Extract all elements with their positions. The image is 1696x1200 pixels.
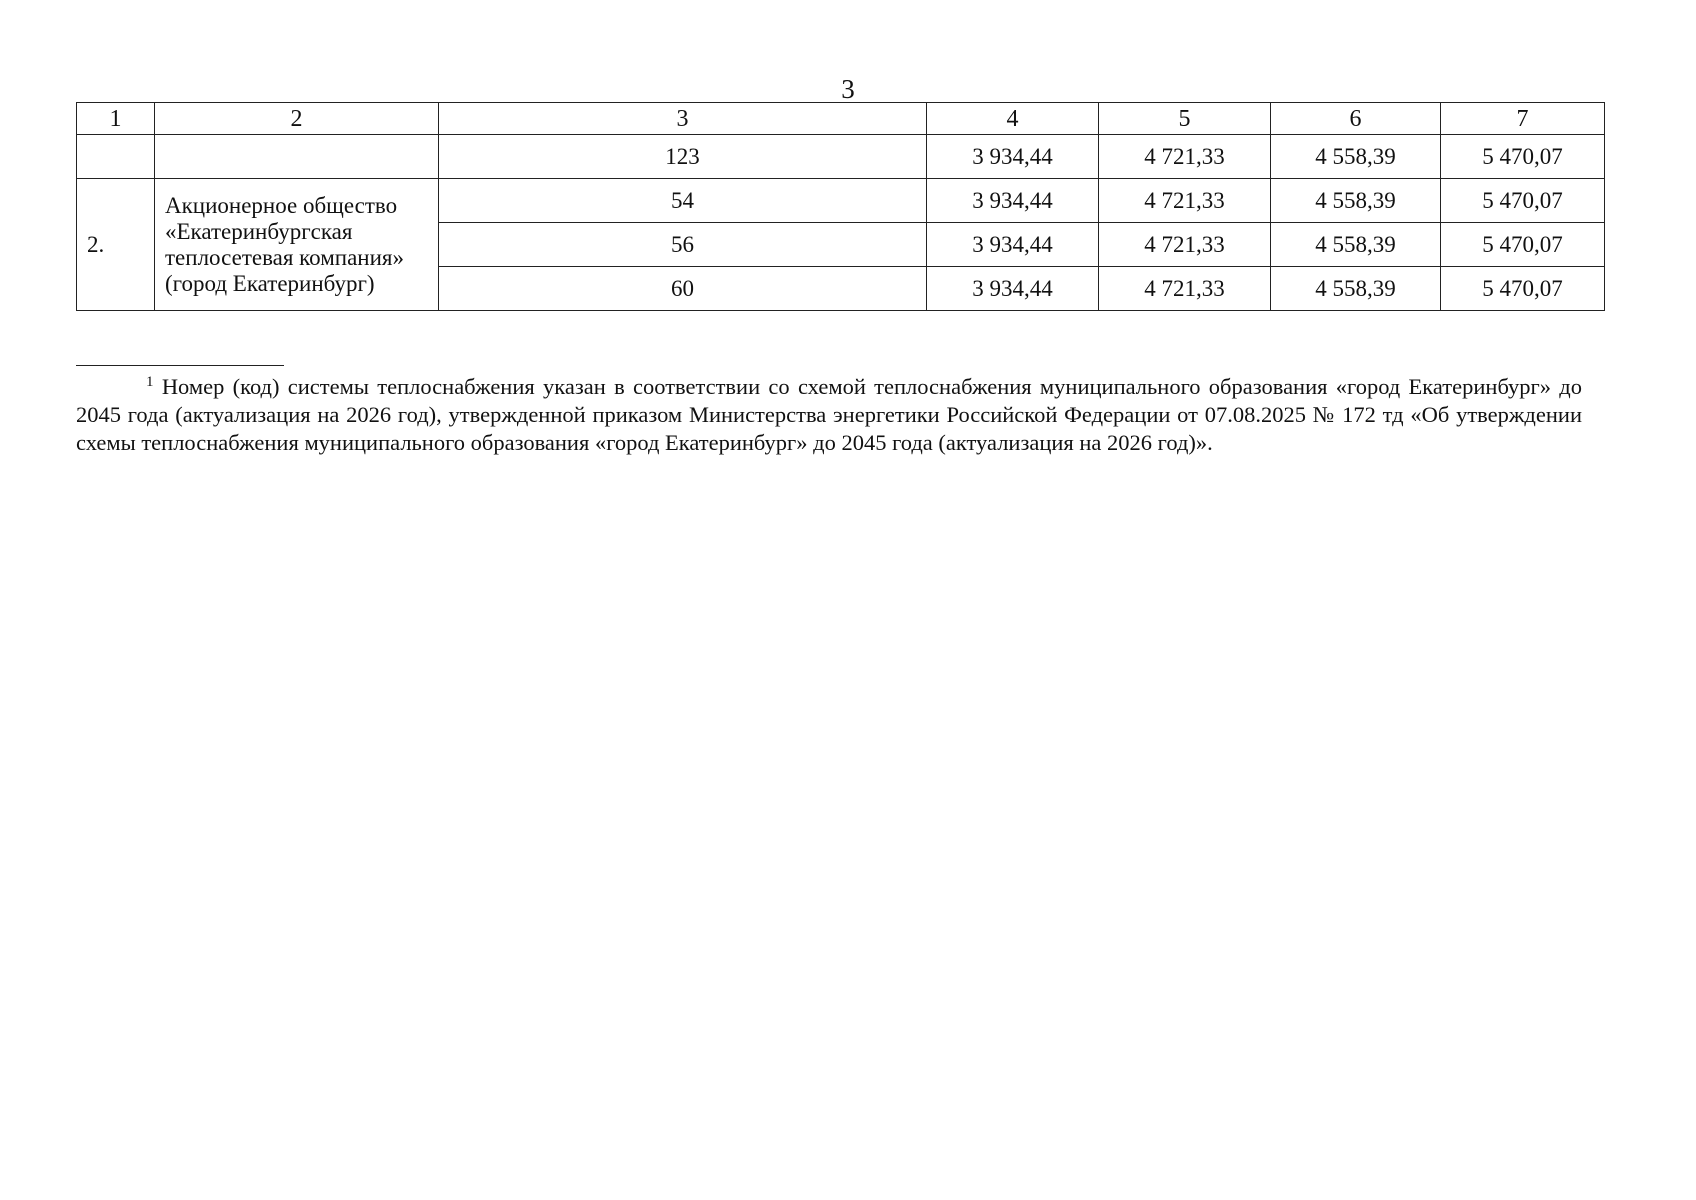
value-cell: 3 934,44 [927, 179, 1099, 223]
column-number: 4 [927, 103, 1099, 135]
value-cell: 4 558,39 [1271, 179, 1441, 223]
organization-name-line: (город Екатеринбург) [165, 270, 375, 296]
organization-name-line: «Екатеринбургская [165, 218, 353, 244]
table-row [77, 179, 1605, 223]
table-header-row [77, 103, 1605, 135]
value-cell: 4 721,33 [1099, 223, 1271, 267]
organization-cell [155, 135, 439, 179]
value-cell: 5 470,07 [1441, 135, 1605, 179]
page-number: 3 [841, 74, 855, 104]
value-cell: 3 934,44 [927, 135, 1099, 179]
organization-name-line: теплосетевая компания» [165, 244, 405, 270]
value-cell: 4 721,33 [1099, 267, 1271, 311]
value-cell: 5 470,07 [1441, 267, 1605, 311]
value-cell: 3 934,44 [927, 267, 1099, 311]
column-number: 5 [1099, 103, 1271, 135]
footnote-separator [76, 365, 284, 366]
value-cell: 5 470,07 [1441, 179, 1605, 223]
column-number: 6 [1271, 103, 1441, 135]
column-number: 7 [1441, 103, 1605, 135]
system-code-cell: 123 [439, 135, 927, 179]
value-cell: 4 558,39 [1271, 267, 1441, 311]
organization-name-line: Акционерное общество [165, 192, 398, 218]
column-number: 3 [439, 103, 927, 135]
value-cell: 4 558,39 [1271, 223, 1441, 267]
footnote-text: Номер (код) системы теплоснабжения указан в соответствии со схемой теплоснабжения муниципального образования «город Екатеринбург» до 2045 года (актуализация на 2026 год), утвержденной приказом Министерства энергетики Российской Федерации от 07.08.2025 № 172 тд «Об утверждении схемы теплоснабжения муниципального образования «город Екатеринбург» до 2045 года (актуализация на 2026 год)». [76, 374, 1583, 455]
system-code-cell: 60 [439, 267, 927, 311]
table-row [77, 135, 1605, 179]
system-code-cell: 56 [439, 223, 927, 267]
value-cell: 3 934,44 [927, 223, 1099, 267]
value-cell: 4 721,33 [1099, 135, 1271, 179]
column-number: 2 [155, 103, 439, 135]
value-cell: 4 558,39 [1271, 135, 1441, 179]
footnote-marker: 1 [146, 374, 154, 390]
value-cell: 5 470,07 [1441, 223, 1605, 267]
organization-cell [155, 179, 439, 311]
footnote [76, 373, 1582, 457]
value-cell: 4 721,33 [1099, 179, 1271, 223]
column-number: 1 [77, 103, 155, 135]
tariff-table [76, 102, 1605, 311]
row-number-cell: 2. [77, 179, 155, 311]
row-number-cell [77, 135, 155, 179]
system-code-cell: 54 [439, 179, 927, 223]
